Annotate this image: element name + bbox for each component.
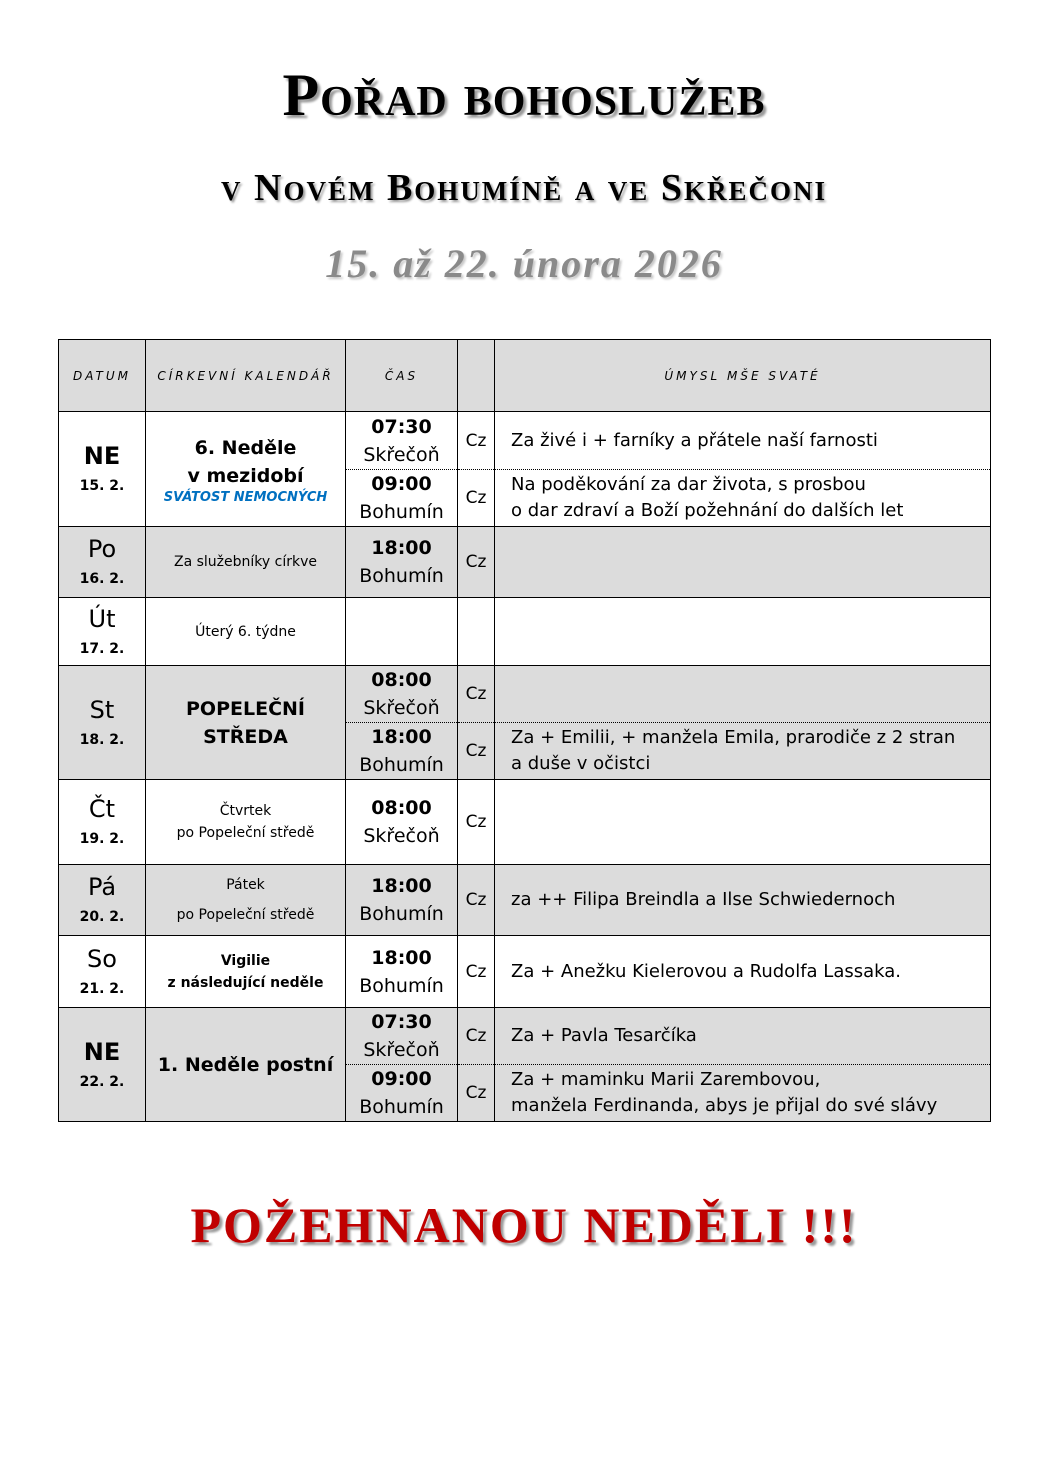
table-row xyxy=(59,527,991,598)
intention-cell xyxy=(495,598,991,666)
header-language xyxy=(458,340,495,412)
day-name: Út xyxy=(88,604,116,633)
calendar-line: Vigilie xyxy=(220,952,271,969)
mass-place: Bohumín xyxy=(359,754,444,776)
day-name: NE xyxy=(83,1037,121,1066)
mass-time: 09:00 xyxy=(371,1068,432,1090)
mass-time: 09:00 xyxy=(371,473,432,495)
table-row xyxy=(59,1008,991,1065)
mass-place: Skřečoň xyxy=(363,443,440,466)
calendar-line: POPELEČNÍ xyxy=(186,697,305,720)
calendar-line: v mezidobí xyxy=(187,464,304,487)
intention-line: Za + Pavla Tesarčíka xyxy=(511,1025,697,1046)
calendar-line: po Popeleční středě xyxy=(176,825,315,841)
calendar-cell: Úterý 6. týdne xyxy=(146,598,346,666)
time-cell xyxy=(346,412,458,470)
calendar-line: po Popeleční středě xyxy=(176,907,315,923)
lang-cell: Cz xyxy=(458,865,495,936)
calendar-cell xyxy=(146,412,346,527)
time-cell xyxy=(346,598,458,666)
calendar-cell: 1. Neděle postní xyxy=(146,1008,346,1122)
calendar-line: 6. Neděle xyxy=(194,436,297,459)
time-cell xyxy=(346,723,458,780)
intention-line: za ++ Filipa Breindla a Ilse Schwiedernoch xyxy=(511,889,896,910)
calendar-line: z následující neděle xyxy=(167,974,324,991)
page-title: Pořad bohoslužeb xyxy=(282,62,766,128)
lang-cell: Cz xyxy=(458,666,495,723)
lang-cell: Cz xyxy=(458,723,495,780)
day-cell xyxy=(59,865,146,936)
mass-place: Skřečoň xyxy=(363,1039,440,1061)
time-cell xyxy=(346,527,458,598)
calendar-line: Čtvrtek xyxy=(219,803,272,819)
table-row xyxy=(59,936,991,1008)
day-cell xyxy=(59,666,146,780)
day-name: Čt xyxy=(88,795,116,823)
intention-line: manžela Ferdinanda, abys je přijal do své slávy xyxy=(511,1095,938,1116)
day-cell xyxy=(59,412,146,527)
blessing-footer: POŽEHNANOU NEDĚLI !!! xyxy=(190,1197,858,1253)
day-name: St xyxy=(89,695,115,724)
lang-cell: Cz xyxy=(458,1065,495,1122)
table-row xyxy=(59,780,991,865)
day-name: Pá xyxy=(87,873,117,901)
mass-time: 07:30 xyxy=(371,415,432,438)
header-time: ČAS xyxy=(346,340,458,412)
day-date: 17. 2. xyxy=(79,640,125,657)
lang-cell: Cz xyxy=(458,527,495,598)
mass-place: Bohumín xyxy=(359,565,444,587)
lang-cell: Cz xyxy=(458,936,495,1008)
mass-place: Bohumín xyxy=(359,974,444,997)
mass-time: 08:00 xyxy=(371,797,432,819)
intention-line: Za živé i + farníky a přátele naší farnosti xyxy=(511,429,878,451)
time-cell xyxy=(346,1008,458,1065)
mass-time: 08:00 xyxy=(371,669,432,691)
lang-cell: Cz xyxy=(458,470,495,527)
day-cell xyxy=(59,527,146,598)
intention-cell xyxy=(495,1008,991,1065)
intention-cell xyxy=(495,723,991,780)
day-date: 16. 2. xyxy=(79,571,125,587)
header-datum: DATUM xyxy=(59,340,146,412)
intention-cell xyxy=(495,780,991,865)
day-cell xyxy=(59,780,146,865)
day-name: Po xyxy=(87,535,117,563)
intention-cell xyxy=(495,527,991,598)
mass-time: 07:30 xyxy=(371,1011,432,1033)
day-date: 22. 2. xyxy=(79,1073,125,1090)
intention-cell xyxy=(495,936,991,1008)
schedule-table xyxy=(58,339,991,1122)
day-date: 19. 2. xyxy=(79,831,125,847)
mass-time: 18:00 xyxy=(371,537,432,559)
table-row xyxy=(59,865,991,936)
day-date: 21. 2. xyxy=(79,980,125,997)
date-range: 15. až 22. února 2026 xyxy=(325,241,723,286)
intention-line: o dar zdraví a Boží požehnání do dalších let xyxy=(511,500,904,521)
day-name: So xyxy=(87,944,117,973)
day-cell xyxy=(59,598,146,666)
calendar-line: STŘEDA xyxy=(203,725,288,748)
intention-cell xyxy=(495,412,991,470)
intention-line: Za + Emilii, + manžela Emila, prarodiče z 2 stran xyxy=(511,727,956,748)
header-intention: ÚMYSL MŠE SVATÉ xyxy=(495,340,991,412)
time-cell xyxy=(346,1065,458,1122)
table-row xyxy=(59,666,991,723)
mass-place: Bohumín xyxy=(359,1096,444,1118)
mass-place: Bohumín xyxy=(359,903,444,925)
time-cell xyxy=(346,865,458,936)
intention-cell xyxy=(495,1065,991,1122)
header-calendar: CÍRKEVNÍ KALENDÁŘ xyxy=(146,340,346,412)
intention-cell xyxy=(495,666,991,723)
mass-time: 18:00 xyxy=(371,726,432,748)
time-cell xyxy=(346,470,458,527)
calendar-cell xyxy=(146,865,346,936)
lang-cell xyxy=(458,598,495,666)
calendar-cell xyxy=(146,936,346,1008)
table-header xyxy=(59,340,991,412)
calendar-cell xyxy=(146,666,346,780)
intention-cell xyxy=(495,865,991,936)
time-cell xyxy=(346,666,458,723)
day-name: NE xyxy=(83,442,121,470)
day-date: 18. 2. xyxy=(79,731,125,748)
day-date: 15. 2. xyxy=(79,478,125,494)
table-row xyxy=(59,598,991,666)
time-cell xyxy=(346,936,458,1008)
calendar-cell xyxy=(146,780,346,865)
intention-line: Za + maminku Marii Zarembovou, xyxy=(511,1069,821,1090)
calendar-cell: Za služebníky církve xyxy=(146,527,346,598)
mass-place: Bohumín xyxy=(359,501,444,523)
page-subtitle: v Novém Bohumíně a ve Skřečoni xyxy=(221,167,827,209)
day-cell xyxy=(59,1008,146,1122)
lang-cell: Cz xyxy=(458,780,495,865)
day-cell xyxy=(59,936,146,1008)
intention-line: Na poděkování za dar života, s prosbou xyxy=(511,474,866,495)
mass-place: Skřečoň xyxy=(363,825,440,847)
mass-time: 18:00 xyxy=(371,875,432,897)
day-date: 20. 2. xyxy=(79,909,125,925)
intention-cell xyxy=(495,470,991,527)
calendar-line: Pátek xyxy=(226,877,265,893)
sacrament-note: SVÁTOST NEMOCNÝCH xyxy=(163,489,328,505)
lang-cell: Cz xyxy=(458,1008,495,1065)
lang-cell: Cz xyxy=(458,412,495,470)
mass-time: 18:00 xyxy=(371,946,432,969)
table-row xyxy=(59,412,991,470)
time-cell xyxy=(346,780,458,865)
mass-place: Skřečoň xyxy=(363,697,440,719)
intention-line: Za + Anežku Kielerovou a Rudolfa Lassaka. xyxy=(511,960,901,982)
intention-line: a duše v očistci xyxy=(511,753,651,774)
